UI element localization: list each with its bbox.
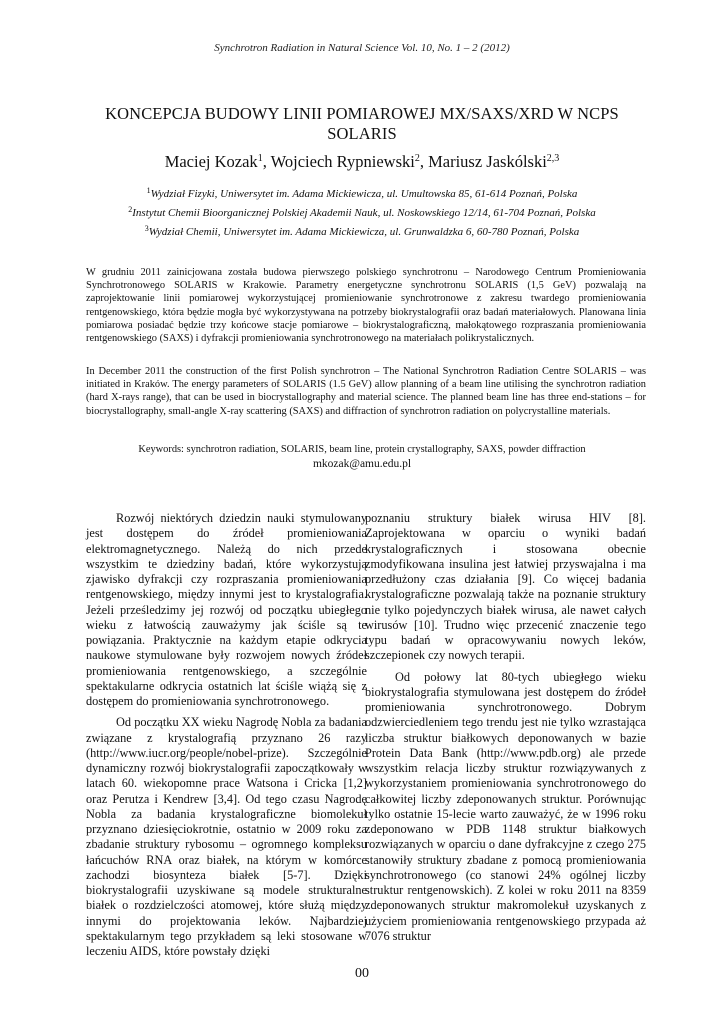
abstract-english: In December 2011 the construction of the first Polish synchrotron – The National Synchrotron Radiation Centre SOLARIS – was initiated in Kraków. The energy parameters of SOLARIS (1.5 GeV) allow planning of a beam line utilising the synchrotron radiation (hard X-rays range), that can be used in biocrystallography and material science. The planned beam line has three end-stations – for biocrystallography, small-angle X-ray scattering (SAXS) and diffraction of synchrotron radiation on polycrystalline materials. [86,366,646,417]
title-line-2: SOLARIS [327,124,397,143]
body-paragraph: Od połowy lat 80-tych ubiegłego wieku biokrystalografia stymulowana jest dostępem do źródeł promieniowania synchrotronowego. Dobrym odzwierciedleniem tego trendu jest nie tylko wzrastająca liczba struktur białkowych deponowanych w bazie Protein Data Bank (http://www.pdb.org) ale przede wszystkim relacja liczby struktur rozwiązywanych z wykorzystaniem promieniowania synchrotronowego do całkowitej liczby zdeponowanych struktur. Porównując tylko ostatnie 15-lecie warto zauważyć, że w 1996 roku zdeponowano w PDB 1148 struktur białkowych rozwiązanych w oparciu o dane dyfrakcyjne z czego 275 stanowiły struktury zbadane z pomocą promieniowania synchrotronowego (co stanowi 24% ogólnej liczby struktur rentgenowskich). Z kolei w roku 2011 na 8359 zdeponowanych struktur makromolekuł uzyskanych z użyciem promieniowania rentgenowskiego przypada aż 7076 struktur [365,669,646,943]
body-column-left [86,511,367,965]
affiliation: $^1$Wydział Fizyki, Uniwersytet im. Adama Mickiewicza, ul. Umultowska 85, 61-614 Poznań, Polska [146,186,578,200]
abstract-polish: W grudniu 2011 zainicjowana została budowa pierwszego polskiego synchrotronu – Narodowego Centrum Promieniowania Synchrotronowego SOLARIS w Krakowie. Parametry energetyczne synchrotronu SOLARIS (1,5 GeV) pozwalają na zaprojektowanie linii pomiarowej wykorzystującej promieniowanie synchrotronowe z zakresu twardego promieniowania rentgenowskiego, która będzie mogła być wykorzystywana na potrzeby biokrystalografii oraz badań materiałowych. Planowana linia pomiarowa posiadać będzie trzy końcowe stacje pomiarowe – biokrystalograficzną, małokątowego rozpraszania promieniowania rentgenowskiego (SAXS) i dyfrakcji promieniowania synchrotronowego na materiałach polikrystalicznych. [86,267,646,345]
author-name: Maciej Kozak [164,152,258,171]
author-affiliation-mark: 1 [257,153,263,164]
body-paragraph: Rozwój niektórych dziedzin nauki stymulowany jest dostępem do źródeł promieniowania elektromagnetycznego. Należą do nich przede wszystkim te dziedziny badań, które wykorzystują zjawisko dyfrakcji czy rozpraszania promieniowania rentgenowskiego, między innymi jest to krystalografia. Jeżeli prześledzimy jej rozwój od początku ubiegłego wieku z łatwością zauważymy jak ściśle są te powiązania. Praktycznie na każdym etapie odkrycia naukowe stymulowane były rozwojem nowych źródeł promieniowania rentgenowskiego, a szczególnie spektakularne odkrycia ostatnich lat ściśle wiążą się z dostępem do promieniowania synchrotronowego. [86,511,367,708]
keywords: Keywords: synchrotron radiation, SOLARIS, beam line, protein crystallography, SAXS, powder diffraction [138,444,586,455]
body-column-right [365,511,646,950]
body-paragraph: Od początku XX wieku Nagrodę Nobla za badania związane z krystalografią przyznano 26 razy (http://www.iucr.org/people/nobel-prize). Szczególnie dynamiczny rozwój biokrystalografii zapoczątkowały w latach 60. wiekopomne prace Watsona i Cricka [1,2] oraz Perutza i Kendrew [3,4]. Od tego czasu Nagrodę Nobla za badania krystalograficzne biomolekuł przyznano dziesięciokrotnie, ostatnio w 2009 roku za zbadanie struktury rybosomu – ogromnego kompleksu łańcuchów RNA oraz białek, na którym w komórce zachodzi biosynteza białek [5-7]. Dzięki biokrystalografii uzyskiwane są modele strukturalne białek o rozdzielczości atomowej, które służą między innymi do projektowania leków. Najbardziej spektakularnym tego przykładem są leki stosowane w leczeniu AIDS, które powstały dzięki [86,715,367,958]
author-affiliation-mark: 2 [414,153,420,164]
affiliation: $^3$Wydział Chemii, Uniwersytet im. Adama Mickiewicza, ul. Grunwaldzka 6, 60-780 Poznań, Polska [144,224,580,238]
affiliation: $^2$Instytut Chemii Bioorganicznej Polskiej Akademii Nauk, ul. Noskowskiego 12/14, 61-704 Poznań, Polska [128,205,596,219]
author-list: Maciej Kozak$^1$, Wojciech Rypniewski$^2$, Mariusz Jaskólski$^{2,3}$ [164,152,560,171]
page-number: 00 [355,966,369,981]
journal-header: Synchrotron Radiation in Natural Science Vol. 10, No. 1 – 2 (2012) [214,42,510,54]
paper-title [80,104,644,144]
author-name: Mariusz Jaskólski [428,152,547,171]
body-paragraph: poznaniu struktury białek wirusa HIV [8]. Zaprojektowana w oparciu o wyniki badań krystalograficznych i stosowana obecnie zmodyfikowana insulina jest łatwiej przyswajalna i ma przedłużony czas działania [9]. Co więcej badania krystalograficzne pozwalają także na poznanie struktury nie tylko pojedynczych białek wirusa, ale nawet całych wirusów [10]. Trudno więc przecenić znaczenie tego typu badań w opracowywaniu nowych leków, szczepionek czy nowych terapii. [365,511,646,663]
contact-email: mkozak@amu.edu.pl [312,458,412,470]
affiliation-list [0,183,724,240]
author-name: Wojciech Rypniewski [270,152,415,171]
author-affiliation-mark: 2,3 [546,153,560,164]
title-line-1: KONCEPCJA BUDOWY LINII POMIAROWEJ MX/SAXS/XRD W NCPS [105,104,619,123]
